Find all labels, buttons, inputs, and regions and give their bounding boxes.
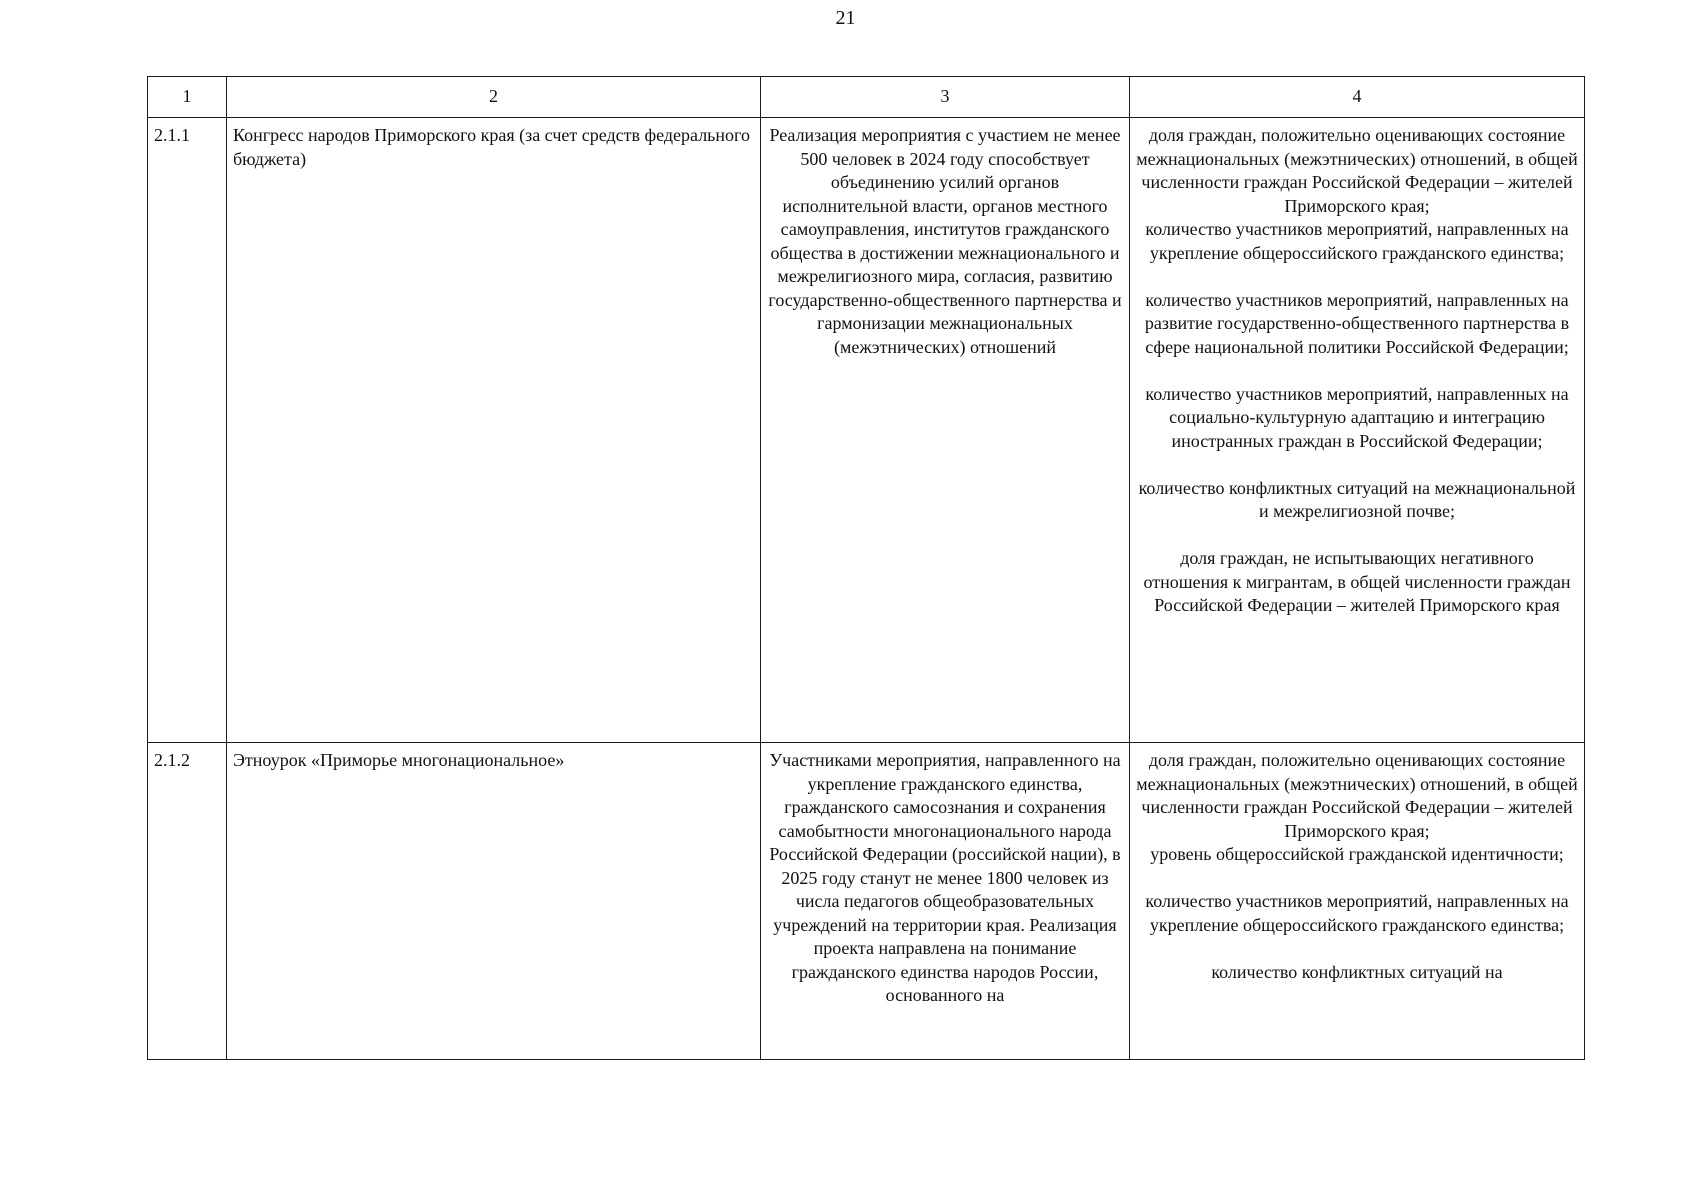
indicators-cell — [1130, 118, 1585, 743]
row-number: 2.1.1 — [148, 118, 227, 743]
page-number: 21 — [835, 7, 856, 29]
indicator-text: уровень общероссийской гражданской идентичности; — [1150, 844, 1564, 864]
indicator-text: количество участников мероприятий, направленных на развитие государственно-общественного партнерства в сфере национальной политики Российской Федерации; — [1144, 289, 1570, 357]
indicator-text: количество участников мероприятий, направленных на укрепление общероссийского гражданского единства; — [1145, 219, 1569, 263]
indicator-text: количество конфликтных ситуаций на — [1211, 961, 1503, 982]
indicator-text: доля граждан, положительно оценивающих состояние межнациональных (межэтнических) отношений, в общей численности граждан Российской Федерации – жителей Приморского края; — [1136, 750, 1578, 841]
table-header-row — [148, 77, 1585, 118]
table-row — [148, 743, 1585, 1060]
indicator-text: количество конфликтных ситуаций на межнациональной и межрелигиозной почве; — [1138, 477, 1576, 521]
expected-result — [761, 743, 1130, 1060]
document-table — [147, 76, 1585, 1060]
indicators-cell — [1130, 743, 1585, 1060]
indicator-text: доля граждан, положительно оценивающих состояние межнациональных (межэтнических) отношений, в общей численности граждан Российской Федерации – жителей Приморского края; — [1136, 125, 1578, 216]
expected-result: Реализация мероприятия с участием не менее 500 человек в 2024 году способствует объединению усилий органов исполнительной власти, органов местного самоуправления, институтов гражданского общества в достижении межнационального и межрелигиозного мира, согласия, развитию государственно-общественного партнерства и гармонизации межнациональных (межэтнических) отношений — [761, 118, 1130, 743]
indicators-clip — [1136, 749, 1578, 984]
event-name: Конгресс народов Приморского края (за счет средств федерального бюджета) — [227, 118, 761, 743]
expected-result-text: Участниками мероприятия, направленного на укрепление гражданского единства, гражданского самосознания и сохранения самобытности многонационального народа Российской Федерации (российской нации), в 2025 году станут не менее 1800 человек из числа педагогов общеобразовательных учреждений на территории края. Реализация проекта направлена на понимание гражданского единства народов России, основанного на — [769, 750, 1121, 1005]
column-header-4: 4 — [1130, 77, 1585, 118]
indicator-text: количество участников мероприятий, направленных на социально-культурную адаптацию и интеграцию иностранных граждан в Российской Федерации; — [1145, 383, 1569, 451]
indicator-text: количество участников мероприятий, направленных на укрепление общероссийского гражданского единства; — [1145, 891, 1569, 935]
column-header-3: 3 — [761, 77, 1130, 118]
column-header-1: 1 — [148, 77, 227, 118]
column-header-2: 2 — [227, 77, 761, 118]
table-row — [148, 118, 1585, 743]
row-number: 2.1.2 — [148, 743, 227, 1060]
event-name: Этноурок «Приморье многонациональное» — [227, 743, 761, 1060]
indicator-text: доля граждан, не испытывающих негативного отношения к мигрантам, в общей численности граждан Российской Федерации – жителей Приморского края — [1143, 548, 1571, 615]
